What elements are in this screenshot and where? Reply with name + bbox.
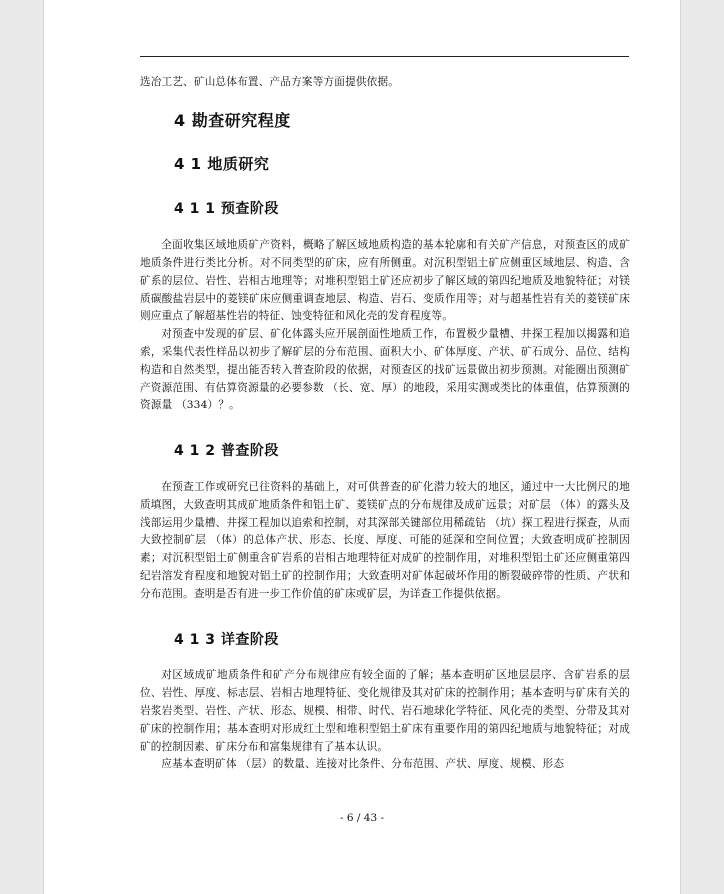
heading-geological-research: 4 1 地质研究 [174, 154, 270, 173]
heading-survey-research-level: 4 勘查研究程度 [174, 110, 291, 130]
paragraph: 应基本查明矿体 （层）的数量、连接对比条件、分布范围、产状、厚度、规模、形态 [161, 758, 565, 771]
paragraph: 全面收集区域地质矿产资料，概略了解区域地质构造的基本轮廓和有关矿产信息，对预查区的成矿地质条件进行类比分析。对不同类型的矿床，应有所侧重。对沉积型铝土矿应侧重区域地层、构造、含矿系的层位、岩性、岩相古地理等；对堆积型铝土矿还应初步了解区域的第四纪地质及地貌特征；对镁质碳酸盐岩层中的菱镁矿床应侧重调查地层、构造、岩石、变质作用等；对与超基性岩有关的菱镁矿床则应重点了解超基性岩的特征、蚀变特征和风化壳的发育程度等。 [140, 239, 630, 323]
page-number: - 6 / 43 - [339, 812, 385, 824]
paragraph: 对区域成矿地质条件和矿产分布规律应有较全面的了解；基本查明矿区地层层序、含矿岩系的层位、岩性、厚度、标志层、岩相古地理特征、变化规律及其对矿床的控制作用；基本查明与矿床有关的岩浆岩类型、岩性、产状、形态、规模、相带、时代、岩石地球化学特征、风化壳的类型、分带及其对矿床的控制作用；基本查明对形成红土型和堆积型铝土矿床有重要作用的第四纪地质与地貌特征；对成矿的控制因素、矿床分布和富集规律有了基本认识。 [140, 669, 630, 753]
heading-general-survey-stage: 4 1 2 普查阶段 [174, 443, 279, 460]
header-rule [140, 56, 629, 57]
heading-pre-survey-stage: 4 1 1 预查阶段 [174, 201, 279, 218]
intro-line: 选冶工艺、矿山总体布置、产品方案等方面提供依据。 [140, 76, 400, 88]
document-page [44, 0, 680, 894]
paragraph: 对预查中发现的矿层、矿化体露头应开展剖面性地质工作，布置极少量槽、井探工程加以揭露和追索，采集代表性样品以初步了解矿层的分布范围、面积大小、矿体厚度、产状、矿石成分、品位、结构构造和自然类型，提出能否转入普查阶段的依据，对预查区的找矿远景做出初步预测。对能圈出预测矿产资源范围、有估算资源量的必要参数 （长、宽、厚）的地段，采用实测或类比的体重值，估算预测的资源量 （334）？。 [140, 328, 630, 412]
heading-detailed-survey-stage: 4 1 3 详查阶段 [174, 631, 279, 648]
paragraph: 在预查工作或研究已往资料的基础上，对可供普查的矿化潜力较大的地区，通过中一大比例尺的地质填图，大致查明其成矿地质条件和铝土矿、菱镁矿点的分布规律及成矿远景；对矿层 （体）的露头及浅部运用少量槽、井探工程加以追索和控制，对其深部关键部位用稀疏钻 （坑）探工程进行探查，从而大致控制矿层 （体）的总体产状、形态、长度、厚度、可能的延深和空间位置；大致查明成矿控制因素；对沉积型铝土矿侧重含矿岩系的岩相古地理特征对成矿的控制作用，对堆积型铝土矿还应侧重第四纪岩溶发育程度和地貌对铝土矿的控制作用；大致查明对矿体起破坏作用的断裂破碎带的性质、产状和分布范围。查明是否有进一步工作价值的矿床或矿层，为详查工作提供依据。 [140, 480, 630, 600]
document-body [140, 74, 630, 774]
